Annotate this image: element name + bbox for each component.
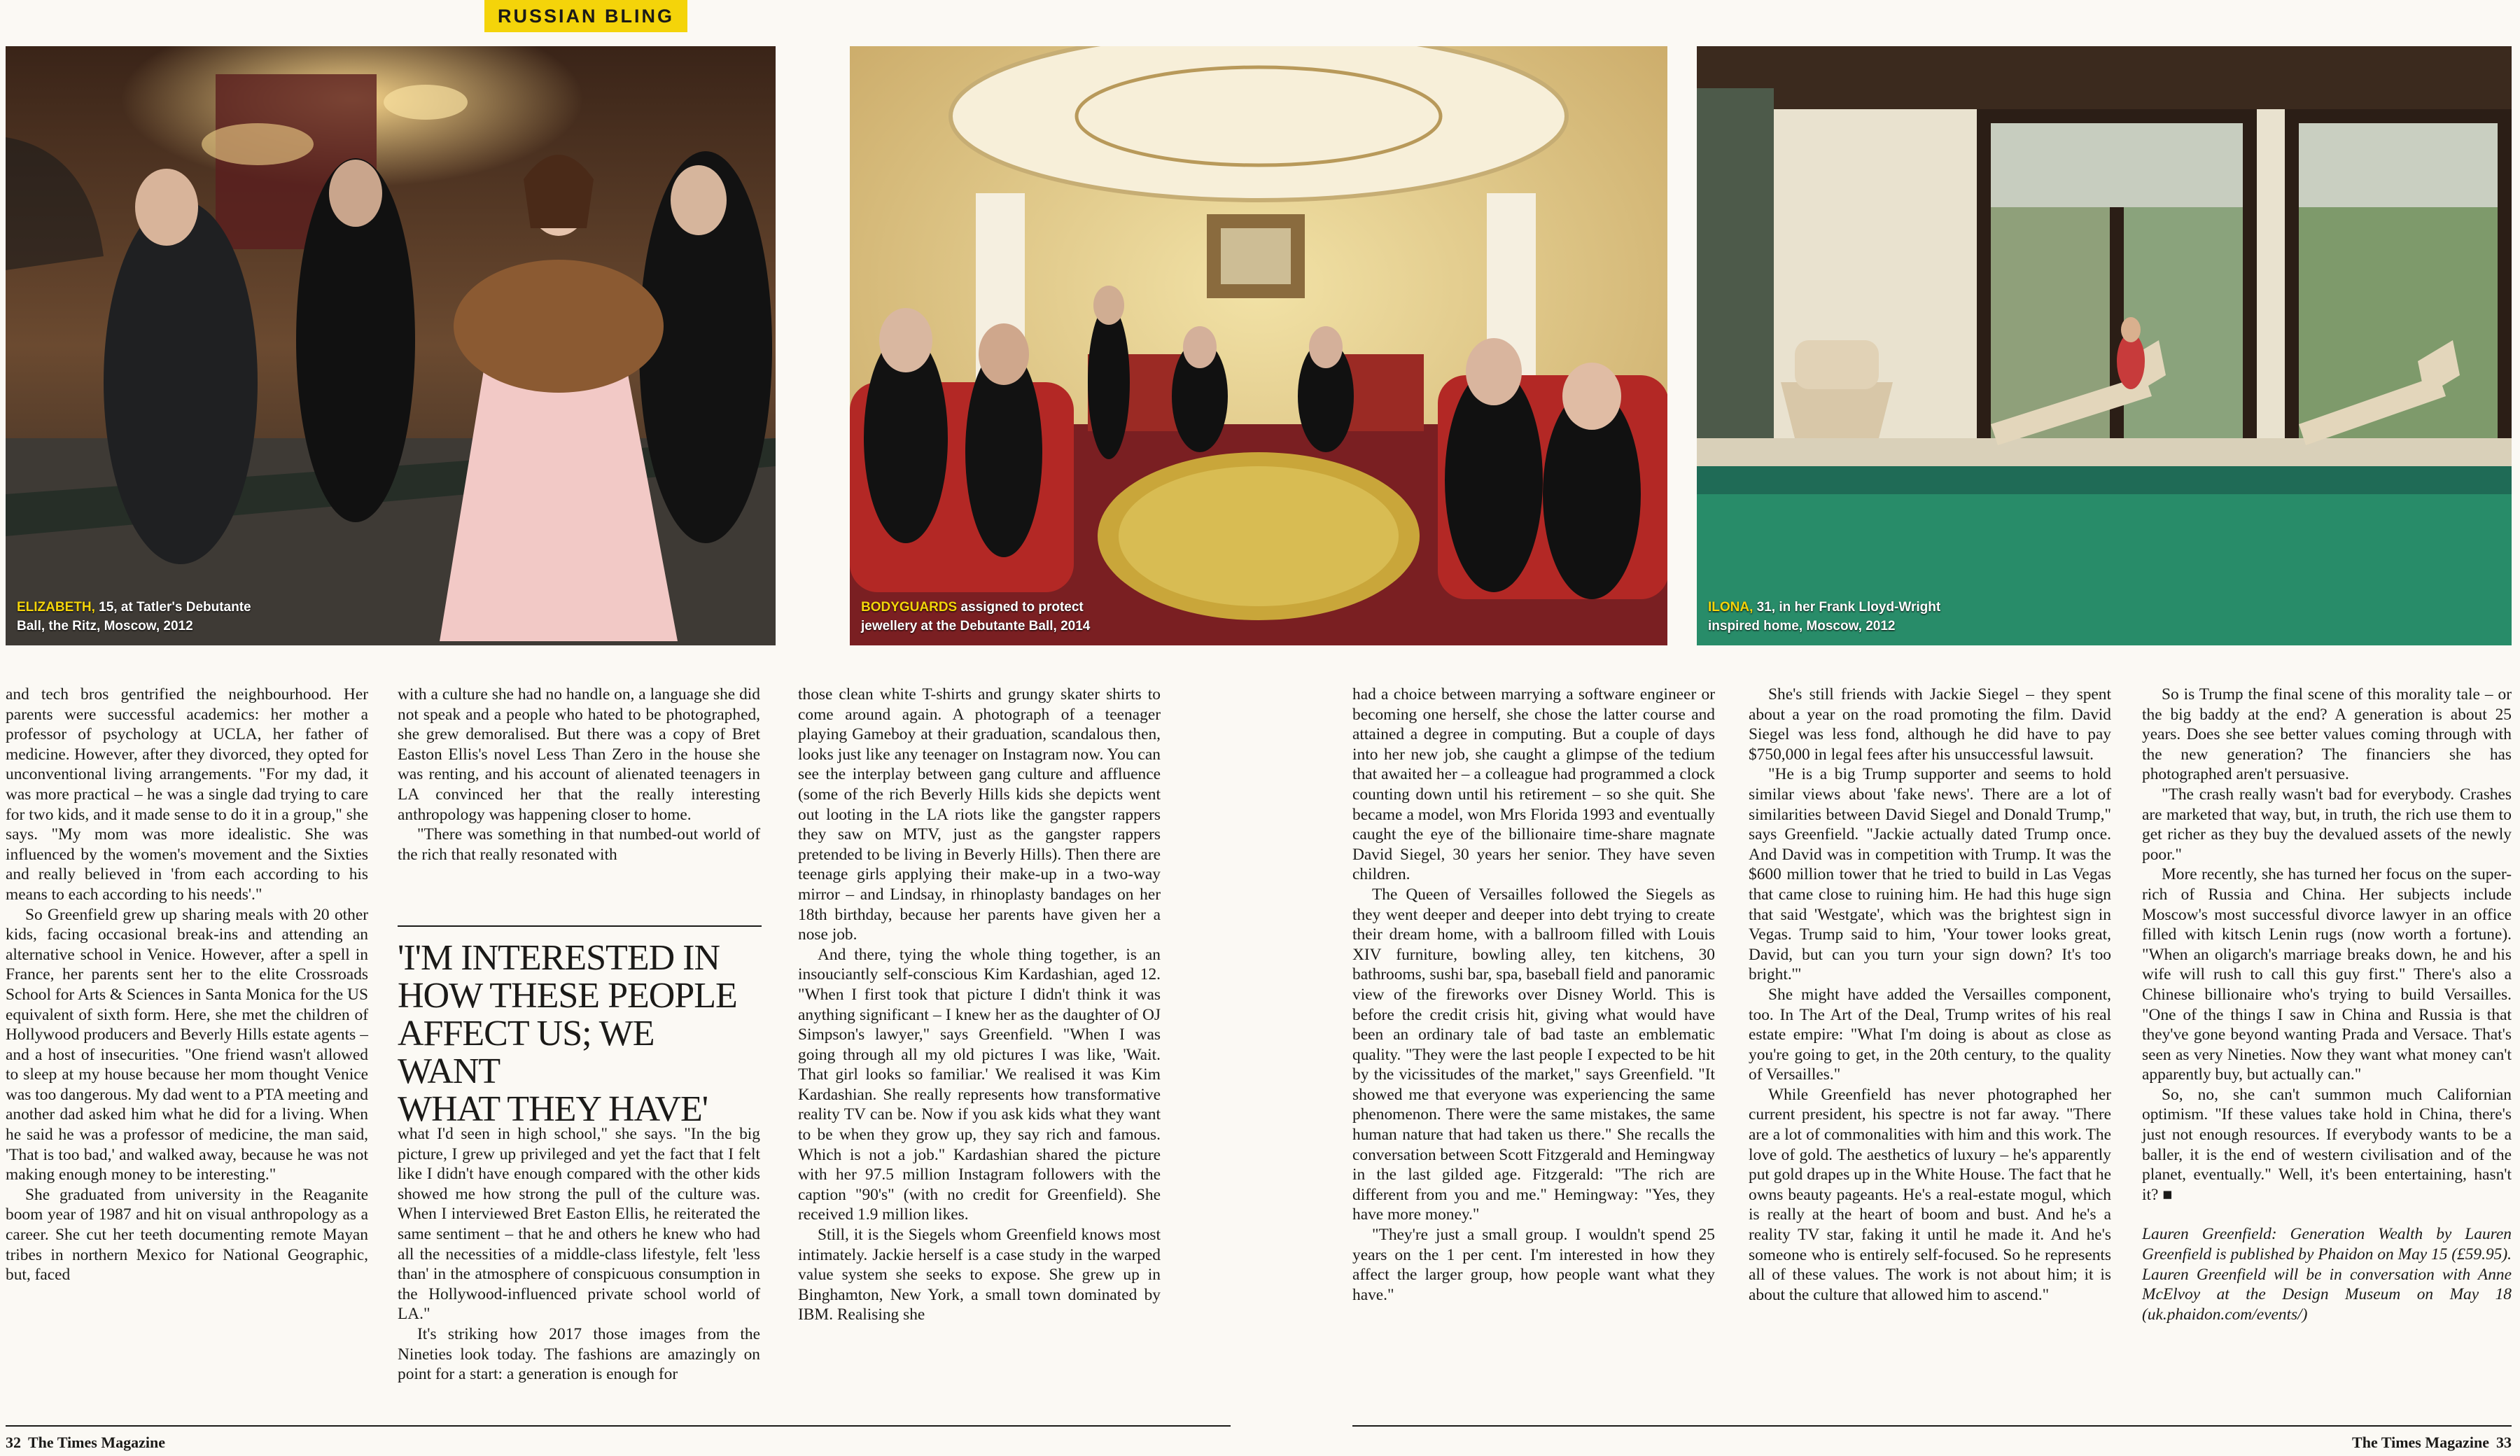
paragraph: Still, it is the Siegels whom Greenfield knows most intimately. Jackie herself is a case study in the warped value system she seeks to expose. She grew up in Binghamton, New York, a small town dominated by IBM. Realising she [798,1226,1161,1324]
paragraph: what I'd seen in high school," she says. "In the big picture, I grew up privileged and yet the fact that I felt like I didn't have enough compared with the other kids showed me how strong the pull of the culture was. When I interviewed Bret Easton Ellis, he reiterated the same sentiment – that he and others he knew who had all the necessities of a middle-class lifestyle, felt 'less than' in the atmosphere of conspicuous consumption in the Hollywood-influenced private school world of LA." [398,1125,760,1324]
photo-caption [861,598,1090,636]
paragraph: So is Trump the final scene of this morality tale – or the big baddy at the end? A generation is about 25 years. Does she see better values coming through with the new generation? The financiers she has photographed aren't persuasive. [2142,685,2512,784]
pool-image [1697,46,2512,645]
column-5 [1749,685,2111,1305]
pull-quote-line: 'I'M INTERESTED IN [398,938,720,978]
photo-pool [1697,46,2512,645]
paragraph: had a choice between marrying a software engineer or becoming one herself, she chose the latter course and attained a degree in computing. But a couple of days into her new job, she caught a glimpse of the tedium that awaited her – a colleague had programmed a clock counting down until his retirement – so she quit. She became a model, won Mrs Florida 1993 and eventually caught the eye of the billionaire time-share magnate David Siegel, 30 years her senior. They have seven children. [1352,685,1715,884]
page-number: 33 [2496,1434,2512,1451]
paragraph: She might have added the Versailles component, too. In The Art of the Deal, Trump writes of his real estate empire: "What I'm doing is about as close as you're going to get, in the 20th century, to the quality of Versailles." [1749,985,2111,1084]
caption-text: 31, in her Frank Lloyd-Wright [1753,600,1941,615]
paragraph: "They're just a small group. I wouldn't spend 25 years on the 1 per cent. I'm interested in how they affect the larger group, how people want what they have." [1352,1226,1715,1304]
paragraph: So Greenfield grew up sharing meals with 20 other kids, facing occasional break-ins and attending an alternative school in Venice. However, after a spell in France, her parents sent her to the elite Crossroads School for Arts & Sciences in Santa Monica for the US equivalent of sixth form. Here, she met the children of Hollywood producers and Beverly Hills estate agents – and a host of insecurities. "One friend wasn't allowed to sleep at my house because her mom thought Venice was too dangerous. My dad went to a PTA meeting and another dad asked him what he did for a living. When he said he was a professor of medicine, the man said, 'That is too bad,' and walked away, because he was not making enough money to be interesting." [6,905,368,1184]
folio-left [6,1432,165,1453]
magazine-title: The Times Magazine [28,1434,165,1451]
paragraph: So, no, she can't summon much Californian optimism. "If these values take hold in China, there's just not enough resources. If everybody wants to be a baller, it is the end of western civilisation and of the planet, eventually." Well, it's been entertaining, hasn't it? ■ [2142,1085,2512,1204]
pull-quote-line: WHAT THEY HAVE' [398,1089,708,1129]
paragraph: those clean white T-shirts and grungy skater shirts to come around again. A photograph of a teenager playing Gameboy at their graduation, scandalous then, looks just like any teenager on Instagram now. You can see the interplay between gang culture and affluence (some of the rich Beverly Hills kids she depicts went out looting in the LA riots like the gangster rappers they saw on MTV, just as the gangster rappers pretended to be living in Beverly Hills). Then there are teenage girls applying their make-up in a two-way mirror – and Lindsay, in rhinoplasty bandages on her 18th birthday, because her parents have given her a nose job. [798,685,1161,944]
paragraph: It's striking how 2017 those images from the Nineties look today. The fashions are amazingly on point for a start: a generation is enough for [398,1324,760,1384]
paragraph: She graduated from university in the Reaganite boom year of 1987 and hit on visual anthropology as a career. She cut her teeth documenting remote Mayan tribes in northern Mexico for National Geographic, but, faced [6,1185,368,1284]
folio-right [2352,1432,2512,1453]
paragraph: "He is a big Trump supporter and seems to hold similar views about 'fake news'. There are a lot of similarities between David Siegel and Donald Trump," says Greenfield. "Jackie actually dated Trump once. And David was in competition with Trump. It was the $600 million tower that he tried to build in Las Vegas that came close to ruining him. He had this huge sign that said 'Westgate', which was the brightest sign in Vegas. Trump said to him, 'Your tower looks great, David, but can you turn your sign down? It's too bright.'" [1749,765,2111,984]
photo-bodyguards [850,46,1667,645]
caption-line2: inspired home, Moscow, 2012 [1708,619,1896,634]
paragraph: And there, tying the whole thing together, is an insouciantly self-conscious Kim Kardashian, aged 12. "When I first took that picture I didn't think it was anything significant – I knew her as the daughter of OJ Simpson's lawyer," says Greenfield. "When I was going through all my old pictures I was like, 'Wait. That girl looks so familiar.' We realised it was Kim Kardashian. She really represents how transformative reality TV can be. Now if you ask kids what they want to be when they grow up, they say rich and famous. Which is not a job." Kardashian shared the picture with her 97.5 million Instagram followers with the caption "90's" (with no credit for Greenfield). She received 1.9 million likes. [798,945,1161,1224]
section-tag: RUSSIAN BLING [484,0,687,32]
page-number: 32 [6,1434,21,1451]
paragraph: "There was something in that numbed-out world of the rich that really resonated with [398,825,760,864]
footer-rule-left [6,1425,1231,1427]
paragraph: She's still friends with Jackie Siegel – they spent about a year on the road promoting the film. David Siegel was less fond, although he did have to pay $750,000 in legal fees after his unsuccessful lawsuit. [1749,685,2111,764]
caption-name: ELIZABETH, [17,600,95,615]
pull-quote-line: HOW THESE PEOPLE [398,976,737,1016]
paragraph: More recently, she has turned her focus on the super-rich of Russia and China. Her subjects include Moscow's most successful divorce lawyer in an office filled with kitsch Lenin rugs (now worth a fortune). "When an oligarch's marriage breaks down, he and his wife will rush to call this guy first." There's also a Chinese billionaire who's trying to build Versailles. "One of the things I saw in China and Russia is that they've gone beyond wanting Prada and Versace. That's seen as very Nineties. Now they want what money can't apparently buy, but actually can." [2142,865,2512,1084]
column-1 [6,685,368,1285]
column-2-top [398,685,760,864]
debutante-image [6,46,776,645]
footer-rule-right [1352,1425,2512,1427]
column-4 [1352,685,1715,1305]
pull-quote [398,925,762,1128]
photo-debutante [6,46,776,645]
paragraph: While Greenfield has never photographed her current president, his spectre is not far away. "There are a lot of commonalities with him and this work. The love of gold. The aesthetics of luxury – he's apparently put gold drapes up in the White House. The fact that he owns beauty pageants. He's a real-estate mogul, which is really at the heart of boom and bust. And he's a reality TV star, faking it until he made it. And he's someone who is entirely self-focused. So he represents all of these values. The work is not about him; it is about the culture that allowed him to ascend." [1749,1085,2111,1304]
photo-caption [17,598,251,636]
magazine-title: The Times Magazine [2352,1434,2489,1451]
caption-text: 15, at Tatler's Debutante [94,600,251,615]
caption-text: assigned to protect [957,600,1084,615]
column-2-bottom [398,1124,760,1385]
caption-line2: jewellery at the Debutante Ball, 2014 [861,619,1091,634]
pull-quote-line: AFFECT US; WE WANT [398,1014,654,1091]
caption-name: BODYGUARDS [861,600,958,615]
caption-name: ILONA, [1708,600,1754,615]
book-credit: Lauren Greenfield: Generation Wealth by Lauren Greenfield is published by Phaidon on May 15 (£59.95). Lauren Greenfield will be in conversation with Anne McElvoy at the Design Museum on May 18 (uk.phaidon.com/events/) [2142,1225,2512,1324]
column-3 [798,685,1161,1325]
photo-caption [1708,598,1940,636]
paragraph: "The crash really wasn't bad for everybody. Crashes are marketed that way, but, in truth, the rich use them to get richer as they buy the devalued assets of the newly poor." [2142,785,2512,864]
paragraph: with a culture she had no handle on, a language she did not speak and a people who hated to be photographed, she grew demoralised. But there was a copy of Bret Easton Ellis's novel Less Than Zero in the house she was renting, and his account of alienated teenagers in LA convinced her that the really interesting anthropology was happening closer to home. [398,685,760,824]
paragraph: The Queen of Versailles followed the Siegels as they went deeper and deeper into debt trying to create their dream home, with a ballroom filled with Louis XIV furniture, bowling alley, ten kitchens, 30 bathrooms, sushi bar, spa, baseball field and panoramic view of the fireworks over Disney World. This is before the credit crisis hit, giving what would have been an ordinary tale of bad taste an emblematic quality. "They were the last people I expected to be hit by the vicissitudes of the market," says Greenfield. "It showed me that everyone was experiencing the same phenomenon. There were the same mistakes, the same human nature that had taken us there." She recalls the conversation between Scott Fitzgerald and Hemingway in the last gilded age. Fitzgerald: "The rich are different from you and me." Hemingway: "Yes, they have more money." [1352,885,1715,1224]
paragraph: and tech bros gentrified the neighbourhood. Her parents were successful academics: her mother a professor of psychology at UCLA, her father of medicine. However, after they divorced, they opted for unconventional living arrangements. "For my dad, it was more practical – he was a single dad trying to care for two kids, and it made sense to do it in a group," she says. "My mom was more idealistic. She was influenced by the women's movement and the Sixties and really believed in 'from each according to his means to each according to his needs'." [6,685,368,904]
caption-line2: Ball, the Ritz, Moscow, 2012 [17,619,193,634]
bodyguards-image [850,46,1667,645]
column-6 [2142,685,2512,1324]
